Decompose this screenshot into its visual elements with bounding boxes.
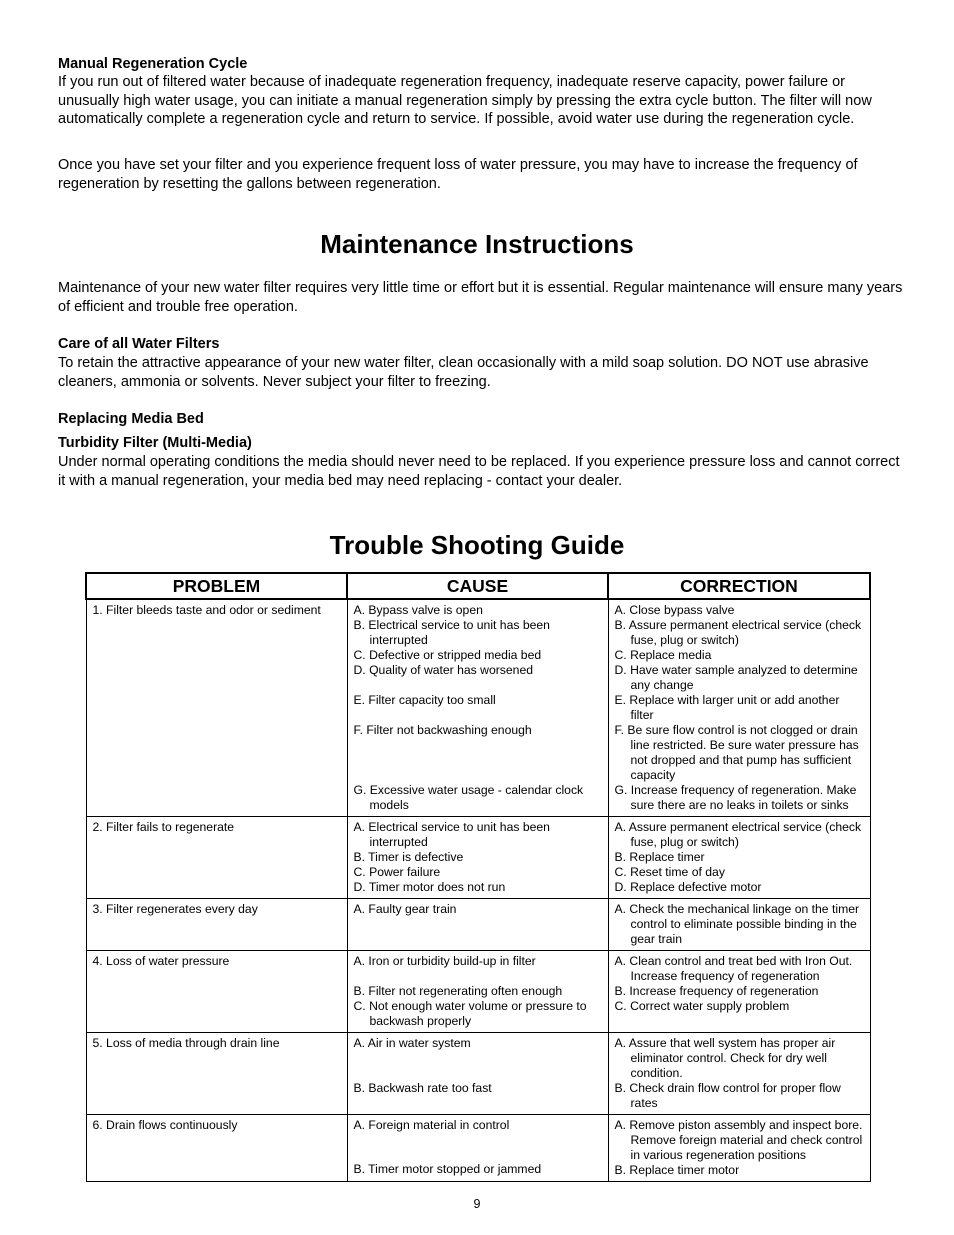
- table-row: [86, 1115, 870, 1182]
- cause-item: B. Timer is defective: [353, 850, 464, 864]
- cause-item: F. Filter not backwashing enough: [353, 723, 532, 737]
- page-number: 9: [473, 1197, 481, 1211]
- cause-cell: [347, 599, 608, 817]
- manual-regen-paragraph-1: If you run out of filtered water because of inadequate regeneration frequency, inadequate reserve capacity, power failure or unusually high water usage, you can initiate a manual regeneration simply by pressing the extra cycle button. The filter will now automatically complete a regeneration cycle and return to service. If possible, avoid water use during the regeneration cycle.: [58, 74, 872, 128]
- correction-item: F. Be sure flow control is not clogged or drain line restricted. Be sure water pressure has not dropped and that pump has sufficient capacity: [614, 723, 859, 782]
- correction-cell: [608, 1033, 870, 1115]
- correction-item: B. Replace timer motor: [614, 1163, 740, 1177]
- correction-item: C. Correct water supply problem: [614, 999, 790, 1013]
- turbidity-text: Under normal operating conditions the media should never need to be replaced. If you experience pressure loss and cannot correct it with a manual regeneration, your media bed may need replacing - contact your dealer.: [58, 454, 900, 489]
- maintenance-intro: Maintenance of your new water filter requires very little time or effort but it is essential. Regular maintenance will ensure many years of efficient and trouble free operation.: [58, 280, 903, 315]
- correction-item: G. Increase frequency of regeneration. Make sure there are no leaks in toilets or sinks: [614, 783, 857, 812]
- correction-item: C. Replace media: [614, 648, 712, 662]
- correction-cell: [608, 951, 870, 1033]
- cause-item: B. Filter not regenerating often enough: [353, 984, 563, 998]
- troubleshooting-table: [85, 572, 871, 1182]
- cause-item: A. Air in water system: [353, 1036, 471, 1050]
- correction-cell: [608, 599, 870, 817]
- cause-item: A. Electrical service to unit has been interrupted: [353, 820, 550, 849]
- problem-header: PROBLEM: [86, 573, 347, 599]
- replacing-media-heading: Replacing Media Bed: [58, 411, 204, 427]
- correction-cell: [608, 817, 870, 899]
- problem-cell: [86, 951, 347, 1033]
- table-row: [86, 899, 870, 951]
- cause-item: G. Excessive water usage - calendar clock models: [353, 783, 584, 812]
- cause-item: B. Backwash rate too fast: [353, 1081, 492, 1095]
- correction-item: E. Replace with larger unit or add another filter: [614, 693, 840, 722]
- correction-item: A. Check the mechanical linkage on the timer control to eliminate possible binding in the gear train: [614, 902, 860, 946]
- problem-cell: [86, 1033, 347, 1115]
- cause-item: B. Electrical service to unit has been interrupted: [353, 618, 550, 647]
- correction-item: A. Assure permanent electrical service (check fuse, plug or switch): [614, 820, 862, 849]
- care-text: To retain the attractive appearance of your new water filter, clean occasionally with a mild soap solution. DO NOT use abrasive cleaners, ammonia or solvents. Never subject your filter to freezing.: [58, 355, 869, 390]
- cause-item: A. Bypass valve is open: [353, 603, 483, 617]
- cause-cell: [347, 1033, 608, 1115]
- problem-cell: [86, 899, 347, 951]
- correction-item: A. Clean control and treat bed with Iron Out. Increase frequency of regeneration: [614, 954, 853, 983]
- manual-regen-heading: Manual Regeneration Cycle: [58, 56, 248, 72]
- correction-cell: [608, 899, 870, 951]
- cause-item: A. Iron or turbidity build-up in filter: [353, 954, 536, 968]
- correction-header: CORRECTION: [608, 573, 870, 599]
- problem-text: 5. Loss of media through drain line: [92, 1036, 280, 1050]
- cause-item: C. Defective or stripped media bed: [353, 648, 542, 662]
- cause-item: D. Quality of water has worsened: [353, 663, 534, 677]
- cause-item: A. Foreign material in control: [353, 1118, 510, 1132]
- table-header-row: [86, 573, 870, 599]
- problem-cell: [86, 817, 347, 899]
- cause-item: A. Faulty gear train: [353, 902, 457, 916]
- cause-cell: [347, 951, 608, 1033]
- maintenance-title: Maintenance Instructions: [320, 229, 634, 259]
- table-row: [86, 1033, 870, 1115]
- correction-item: B. Increase frequency of regeneration: [614, 984, 819, 998]
- correction-item: D. Have water sample analyzed to determine any change: [614, 663, 858, 692]
- care-heading: Care of all Water Filters: [58, 336, 220, 352]
- turbidity-heading: Turbidity Filter (Multi-Media): [58, 435, 252, 451]
- correction-item: A. Remove piston assembly and inspect bore. Remove foreign material and check control in various regeneration positions: [614, 1118, 863, 1162]
- cause-cell: [347, 1115, 608, 1182]
- cause-item: C. Not enough water volume or pressure to backwash properly: [353, 999, 587, 1028]
- problem-text: 1. Filter bleeds taste and odor or sediment: [92, 603, 321, 617]
- problem-text: 6. Drain flows continuously: [92, 1118, 238, 1132]
- cause-item: D. Timer motor does not run: [353, 880, 506, 894]
- cause-header: CAUSE: [347, 573, 608, 599]
- problem-cell: [86, 1115, 347, 1182]
- correction-item: D. Replace defective motor: [614, 880, 762, 894]
- correction-item: B. Check drain flow control for proper flow rates: [614, 1081, 841, 1110]
- cause-item: B. Timer motor stopped or jammed: [353, 1162, 542, 1176]
- correction-item: A. Assure that well system has proper air eliminator control. Check for dry well condition.: [614, 1036, 836, 1080]
- table-row: [86, 951, 870, 1033]
- troubleshooting-title: Trouble Shooting Guide: [329, 530, 625, 560]
- cause-item: C. Power failure: [353, 865, 441, 879]
- table-row: [86, 599, 870, 817]
- correction-item: C. Reset time of day: [614, 865, 725, 879]
- cause-cell: [347, 817, 608, 899]
- problem-text: 3. Filter regenerates every day: [92, 902, 258, 916]
- problem-text: 2. Filter fails to regenerate: [92, 820, 235, 834]
- correction-cell: [608, 1115, 870, 1182]
- problem-text: 4. Loss of water pressure: [92, 954, 230, 968]
- correction-item: B. Assure permanent electrical service (check fuse, plug or switch): [614, 618, 862, 647]
- problem-cell: [86, 599, 347, 817]
- correction-item: B. Replace timer: [614, 850, 705, 864]
- cause-cell: [347, 899, 608, 951]
- cause-item: E. Filter capacity too small: [353, 693, 496, 707]
- table-row: [86, 817, 870, 899]
- manual-regen-paragraph-2: Once you have set your filter and you experience frequent loss of water pressure, you may have to increase the frequency of regeneration by resetting the gallons between regeneration.: [58, 157, 858, 192]
- correction-item: A. Close bypass valve: [614, 603, 735, 617]
